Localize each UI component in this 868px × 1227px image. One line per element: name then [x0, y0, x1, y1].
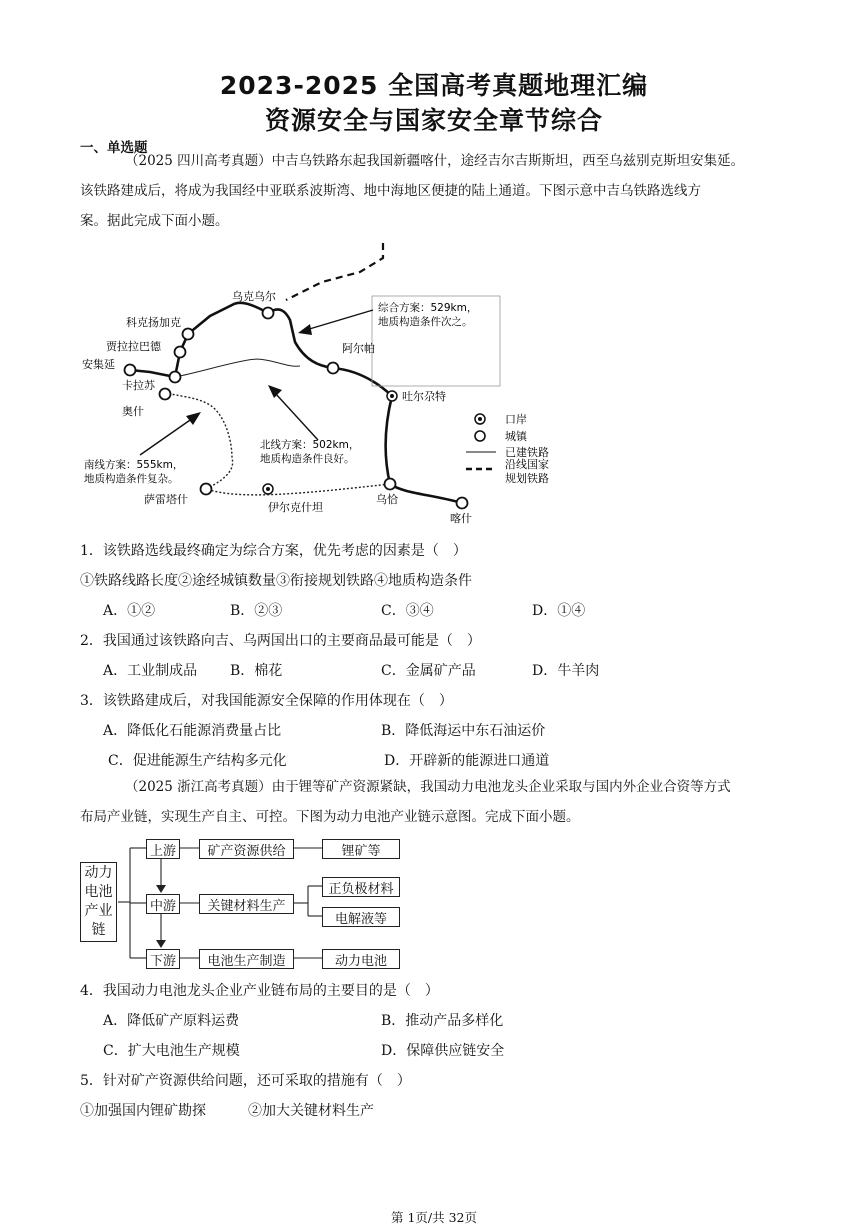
annotation-beixian-1: 北线方案：502km， [260, 439, 360, 451]
chain-downstream: 下游 [146, 949, 180, 969]
q3-option-a: A．降低化石能源消费量占比 [103, 723, 282, 739]
label-anjiyan: 安集延 [82, 358, 115, 371]
q1-stem: 1．该铁路选线最终确定为综合方案，优先考虑的因素是（ ） [80, 543, 467, 559]
chain-upstream: 上游 [146, 839, 180, 859]
legend-built-label: 已建铁路 [505, 446, 549, 459]
annotation-beixian-2: 地质构造条件良好。 [260, 453, 355, 465]
q5-line: ①加强国内锂矿勘探 ②加大关键材料生产 [80, 1103, 374, 1119]
q5-stem: 5．针对矿产资源供给问题，还可采取的措施有（ ） [80, 1073, 411, 1089]
q1-option-d: D．①④ [532, 603, 586, 619]
q4-stem: 4．我国动力电池龙头企业产业链布局的主要目的是（ ） [80, 983, 439, 999]
label-kashi: 喀什 [450, 512, 472, 525]
label-saritasi: 萨雷塔什 [144, 493, 188, 506]
q4-option-b: B．推动产品多样化 [381, 1013, 504, 1029]
q3-stem: 3．该铁路建成后，对我国能源安全保障的作用体现在（ ） [80, 693, 453, 709]
label-wukewuer: 乌克乌尔 [232, 290, 276, 303]
chain-electrolyte: 电解液等 [322, 907, 400, 927]
legend-town-label: 城镇 [505, 430, 527, 443]
annotation-zonghe-2: 地质构造条件次之。 [378, 316, 473, 328]
intro1-line2: 该铁路建成后，将成为我国经中亚联系波斯湾、地中海地区便捷的陆上通道。下图示意中吉乌铁路选线方 [80, 183, 701, 199]
q2-option-d: D．牛羊肉 [532, 663, 600, 679]
legend-planned-label-2: 规划铁路 [505, 472, 549, 485]
legend-port-label: 口岸 [505, 413, 527, 426]
chain-electrode: 正负极材料 [322, 877, 400, 897]
label-kalasu: 卡拉苏 [122, 379, 155, 392]
q2-option-b: B．棉花 [230, 663, 283, 679]
title-line1: 2023-2025 全国高考真题地理汇编 [219, 71, 649, 100]
q3-option-c: C．促进能源生产结构多元化 [108, 753, 287, 769]
label-kekeyangjiake: 科克扬加克 [126, 316, 181, 329]
label-wuqia: 乌恰 [376, 493, 398, 506]
chain-supply: 矿产资源供给 [199, 839, 294, 859]
annotation-nanxian-1: 南线方案：555km， [84, 459, 184, 471]
q4-option-c: C．扩大电池生产规模 [103, 1043, 240, 1059]
chain-battery: 电池生产制造 [199, 949, 294, 969]
page-number: 第 1页/共 32页 [390, 1210, 478, 1225]
q1-option-a: A．①② [103, 603, 156, 619]
annotation-zonghe-1: 综合方案：529km， [378, 302, 478, 314]
chain-lithium: 锂矿等 [322, 839, 400, 859]
q4-option-d: D．保障供应链安全 [381, 1043, 505, 1059]
q2-stem: 2．我国通过该铁路向吉、乌两国出口的主要商品最可能是（ ） [80, 633, 481, 649]
label-tuergate: 吐尔尕特 [402, 390, 446, 403]
q3-option-d: D．开辟新的能源进口通道 [384, 753, 550, 769]
label-jialalabade: 贾拉拉巴德 [106, 340, 161, 353]
label-yierkeshitan: 伊尔克什坦 [268, 501, 323, 514]
q2-option-a: A．工业制成品 [103, 663, 198, 679]
intro2-line2: 布局产业链，实现生产自主、可控。下图为动力电池产业链示意图。完成下面小题。 [80, 809, 580, 825]
chain-keymat: 关键材料生产 [199, 894, 294, 914]
q1-option-b: B．②③ [230, 603, 283, 619]
q3-option-b: B．降低海运中东石油运价 [381, 723, 546, 739]
q1-factors: ①铁路线路长度②途经城镇数量③衔接规划铁路④地质构造条件 [80, 573, 472, 589]
chain-power: 动力电池 [322, 949, 400, 969]
chain-midstream: 中游 [146, 894, 180, 914]
chain-main-box: 动力电池产业链 [80, 862, 117, 942]
label-aerba: 阿尔帕 [342, 342, 375, 355]
title-line2: 资源安全与国家安全章节综合 [264, 106, 603, 135]
legend-planned-label-1: 沿线国家 [505, 458, 549, 471]
intro1-line3: 案。据此完成下面小题。 [80, 213, 229, 229]
annotation-nanxian-2: 地质构造条件复杂。 [84, 473, 179, 485]
intro2-line1: （2025 浙江高考真题）由于锂等矿产资源紧缺，我国动力电池龙头企业采取与国内外企业合资等方式 [125, 779, 731, 795]
intro1-line1: （2025 四川高考真题）中吉乌铁路东起我国新疆喀什，途经吉尔吉斯斯坦，西至乌兹别克斯坦安集延。 [125, 153, 745, 169]
q2-option-c: C．金属矿产品 [381, 663, 476, 679]
label-aoshi: 奥什 [122, 405, 144, 418]
q1-option-c: C．③④ [381, 603, 434, 619]
section-heading: 一、单选题 [80, 140, 148, 156]
q4-option-a: A．降低矿产原料运费 [103, 1013, 240, 1029]
